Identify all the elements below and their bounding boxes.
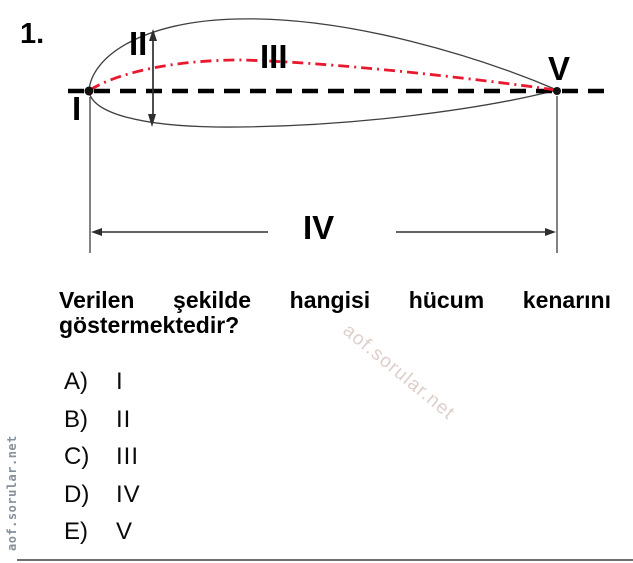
label-thickness: II xyxy=(129,25,148,62)
option-c-letter: C) xyxy=(64,443,90,470)
option-e-letter: E) xyxy=(64,518,88,545)
label-leading-edge: I xyxy=(72,90,82,127)
option-d-letter: D) xyxy=(64,480,90,508)
option-a-value: I xyxy=(116,368,124,395)
option-a-letter: A) xyxy=(64,368,88,395)
camber-dashdot-line xyxy=(90,60,556,90)
thickness-arrow xyxy=(148,29,157,127)
airfoil-outline xyxy=(89,19,557,127)
question-number: 1. xyxy=(20,18,45,50)
option-b-letter: B) xyxy=(64,405,88,433)
option-d-value: IV xyxy=(116,480,141,508)
option-b[interactable] xyxy=(64,401,364,439)
watermark-center: aof.sorular.net xyxy=(338,320,459,425)
label-trailing-edge: V xyxy=(548,50,571,87)
label-chord-length: IV xyxy=(303,209,335,246)
question-text-line2: göstermektedir? xyxy=(59,311,240,338)
label-camber-line: III xyxy=(260,38,288,75)
leading-edge-point xyxy=(85,87,94,96)
question-text-line1: Verilen şekilde hangisi hücum kenarını xyxy=(59,287,611,313)
option-b-value: II xyxy=(116,405,132,433)
bottom-divider xyxy=(17,559,633,561)
watermark-left: aof.sorular.net xyxy=(5,435,19,551)
answer-options xyxy=(64,363,364,551)
option-e-value: V xyxy=(116,518,134,545)
trailing-edge-point xyxy=(553,87,561,95)
question-text xyxy=(59,288,611,337)
option-e[interactable] xyxy=(64,513,364,551)
option-a[interactable] xyxy=(64,363,364,401)
option-c-value: III xyxy=(116,443,140,470)
option-c[interactable] xyxy=(64,438,364,476)
option-d[interactable] xyxy=(64,476,364,514)
